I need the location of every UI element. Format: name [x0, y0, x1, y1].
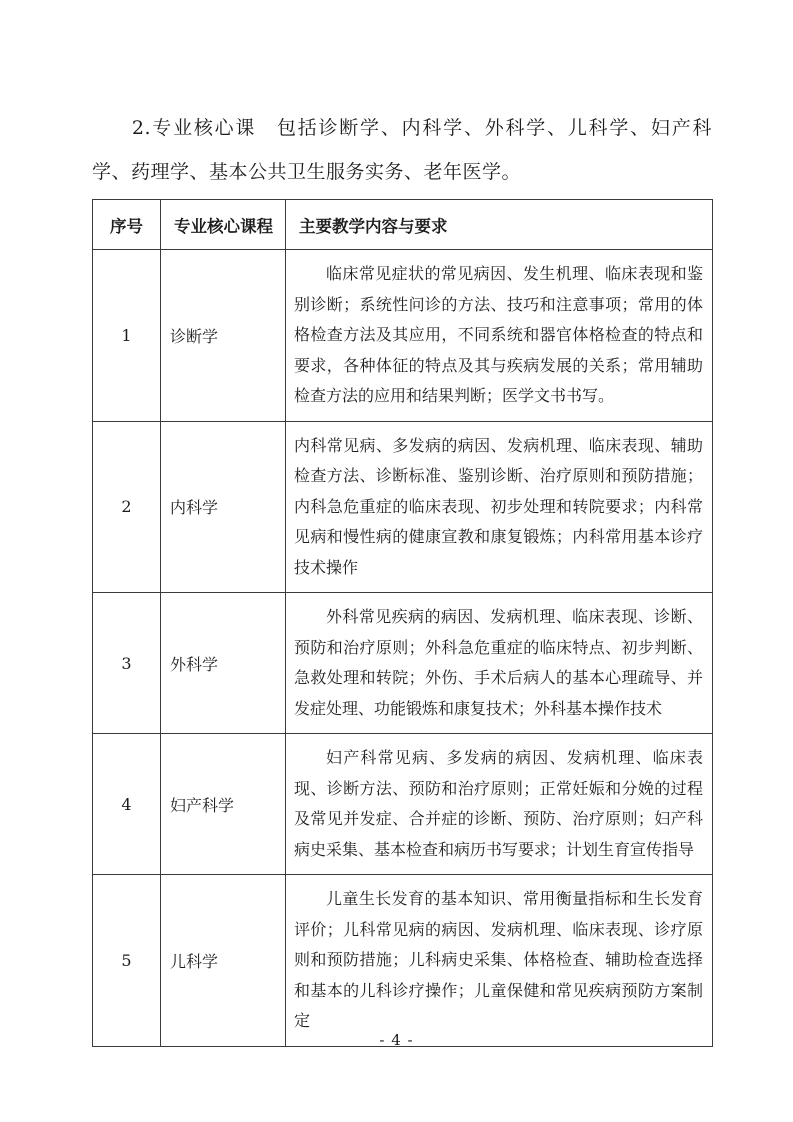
table-row	[93, 250, 713, 422]
course-content	[286, 734, 713, 875]
row-number: 5	[93, 875, 161, 1047]
course-content-text: 妇产科常见病、多发病的病因、发病机理、临床表现、诊断方法、预防和治疗原则；正常妊娠和分娩的过程及常见并发症、合并症的诊断、预防、治疗原则；妇产科病史采集、基本检查和病历书写要求；计划生育宣传指导	[294, 748, 703, 859]
core-course-table	[92, 199, 720, 1047]
course-content-text: 外科常见疾病的病因、发病机理、临床表现、诊断、预防和治疗原则；外科急危重症的临床特点、初步判断、急救处理和转院；外伤、手术后病人的基本心理疏导、并发症处理、功能锻炼和康复技术；外科基本操作技术	[294, 607, 703, 718]
intro-paragraph: 2.专业核心课 包括诊断学、内科学、外科学、儿科学、妇产科学、药理学、基本公共卫生服务实务、老年医学。	[92, 117, 712, 183]
header-cell-content: 主要教学内容与要求	[286, 200, 713, 250]
course-content	[286, 875, 713, 1047]
page-number: - 4 -	[379, 1031, 414, 1049]
row-number: 4	[93, 734, 161, 875]
course-name: 诊断学	[161, 250, 286, 422]
header-cell-course: 专业核心课程	[161, 200, 286, 250]
course-name: 妇产科学	[161, 734, 286, 875]
course-content	[286, 250, 713, 422]
table-header-row	[93, 200, 713, 250]
course-content	[286, 421, 720, 593]
table-row	[93, 734, 713, 875]
page-content	[92, 106, 720, 1047]
table-row	[93, 875, 713, 1047]
row-number: 3	[93, 593, 161, 734]
row-number: 1	[93, 250, 161, 422]
course-content-text: 内科常见病、多发病的病因、发病机理、临床表现、辅助检查方法、诊断标准、鉴别诊断、治疗原则和预防措施；内科急危重症的临床表现、初步处理和转院要求；内科常 见病和慢性病的健康宣教和康复锻炼；内科常用基本诊疗技术操作	[294, 435, 720, 577]
table-row	[93, 421, 713, 593]
course-name: 儿科学	[161, 875, 286, 1047]
header-cell-no: 序号	[93, 200, 161, 250]
course-name: 外科学	[161, 593, 286, 734]
course-content-text: 临床常见症状的常见病因、发生机理、临床表现和鉴别诊断；系统性问诊的方法、技巧和注意事项；常用的体格检查方法及其应用，不同系统和器官体格检查的特点和要求，各种体征的特点及其与疾病发展的关系；常用辅助检查方法的应用和结果判断；医学文书书写。	[294, 264, 703, 405]
course-name: 内科学	[161, 421, 286, 593]
course-content	[286, 593, 713, 734]
table-row	[93, 593, 713, 734]
row-number: 2	[93, 421, 161, 593]
course-content-text: 儿童生长发育的基本知识、常用衡量指标和生长发育评价；儿科常见病的病因、发病机理、临床表现、诊疗原则和预防措施；儿科病史采集、体格检查、辅助检查选择和基本的儿科诊疗操作；儿童保健和常见疾病预防方案制定	[294, 889, 703, 1030]
